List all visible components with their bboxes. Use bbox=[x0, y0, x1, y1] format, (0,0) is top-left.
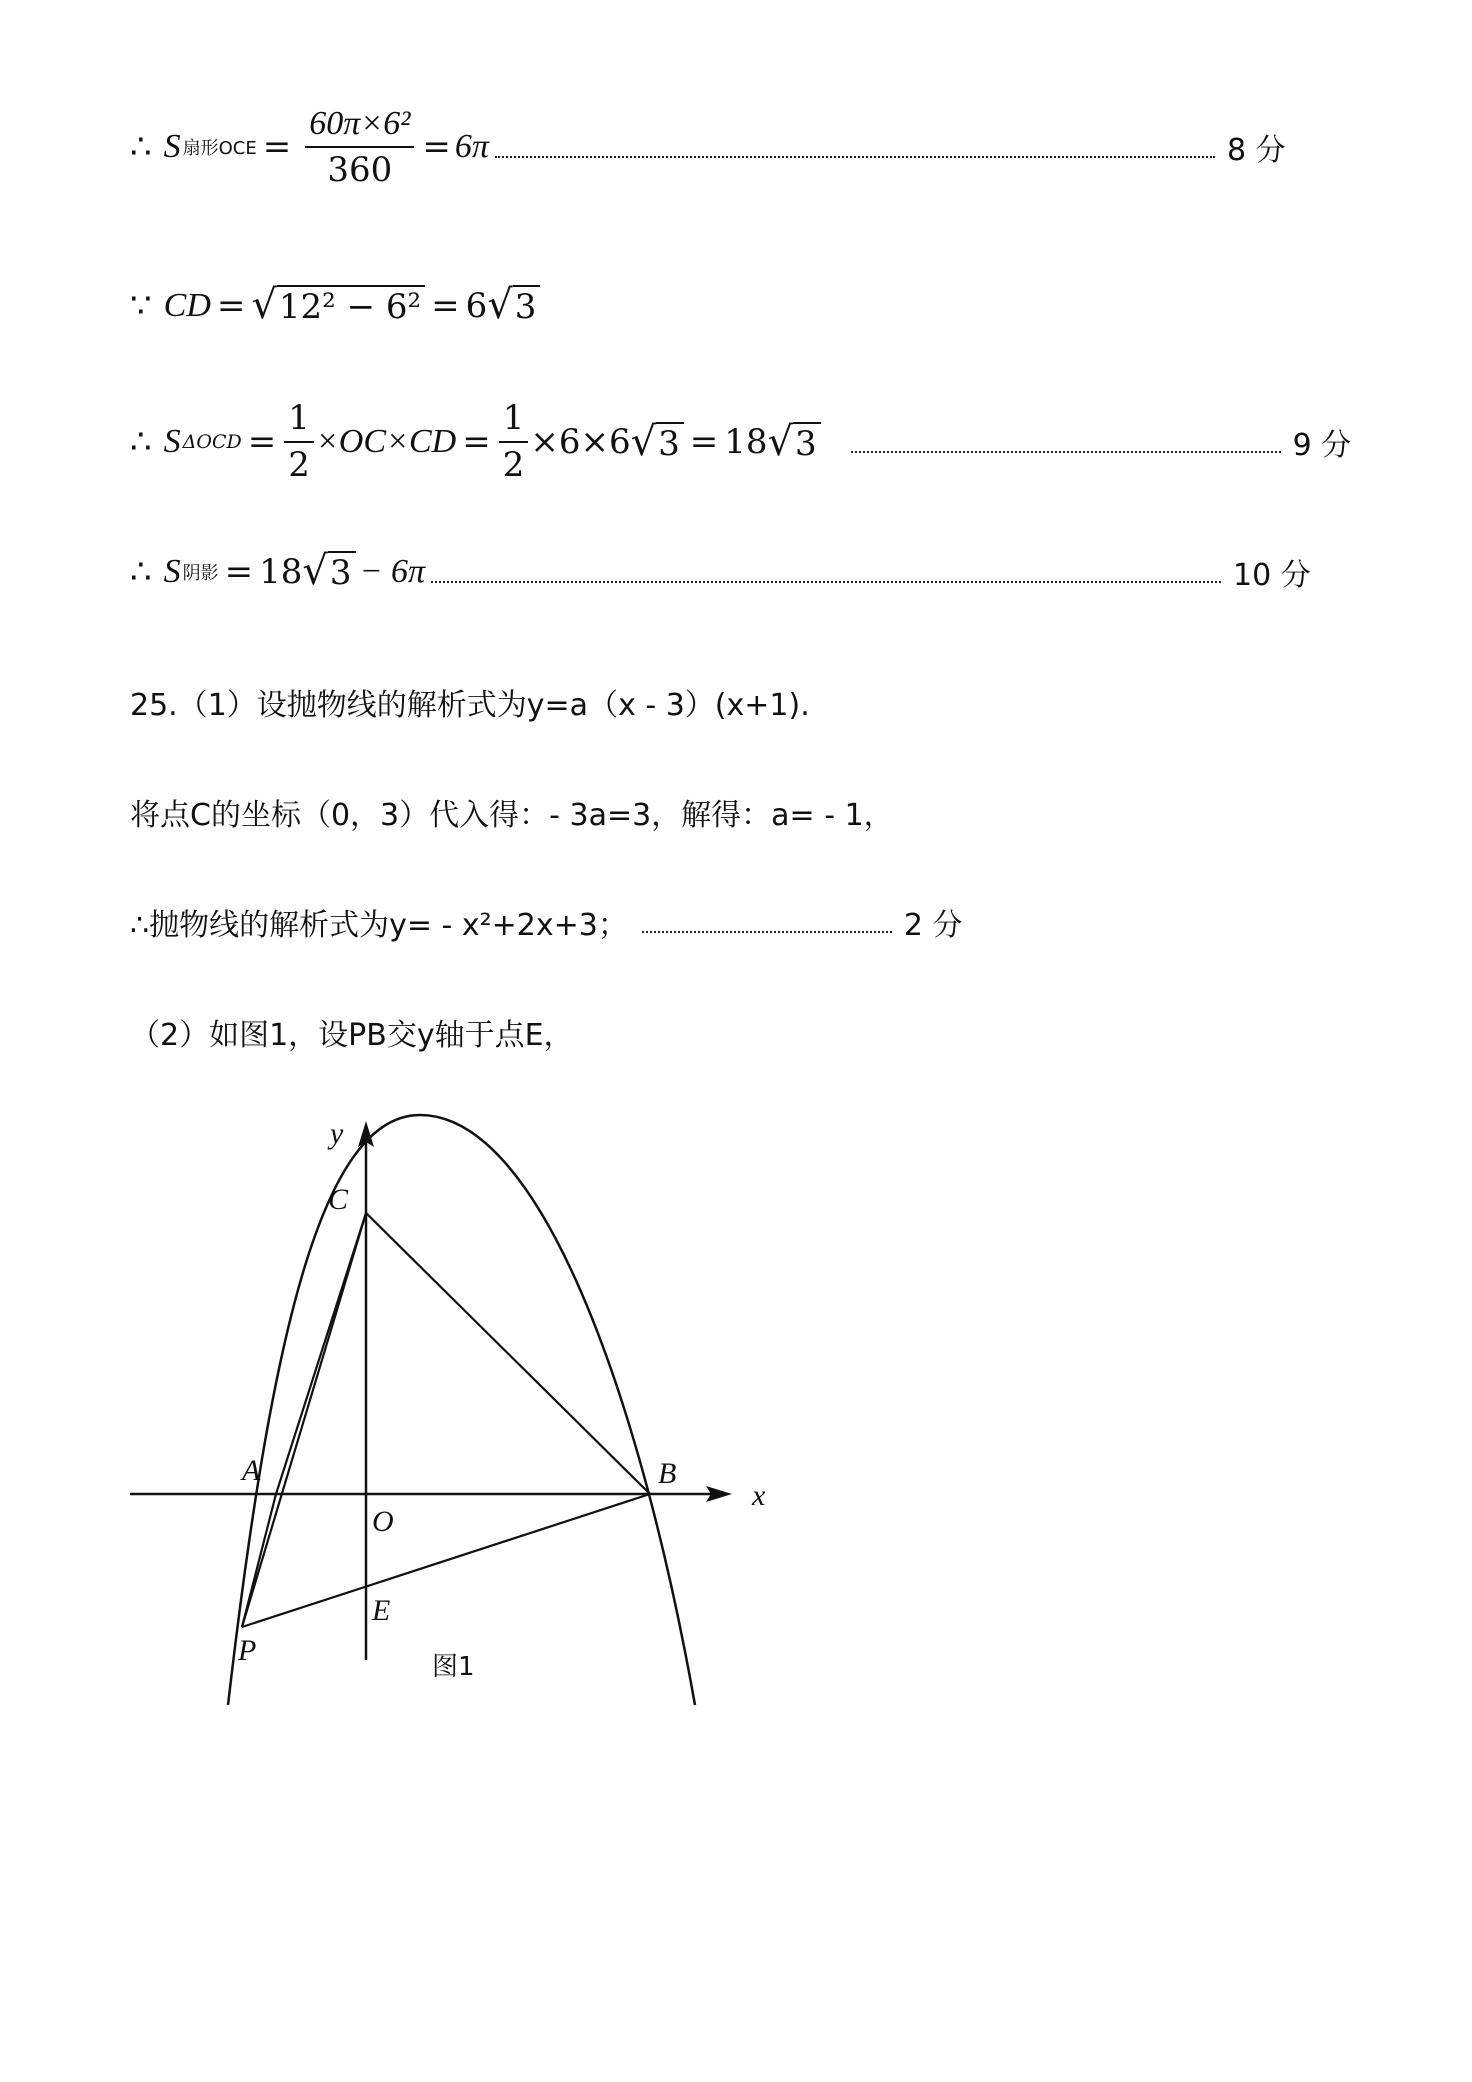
fraction-denominator: 2 bbox=[288, 445, 310, 486]
segment-cb bbox=[366, 1213, 650, 1494]
square-root bbox=[767, 418, 821, 465]
equals-sign: = bbox=[431, 285, 460, 326]
area-subscript: 阴影 bbox=[182, 563, 219, 584]
square-root bbox=[630, 418, 684, 465]
product-expression: ×6×6 bbox=[530, 422, 631, 463]
area-subscript: ΔOCD bbox=[182, 431, 242, 454]
area-symbol: S bbox=[163, 128, 181, 166]
segment-pc bbox=[242, 1213, 366, 1627]
coefficient: 6 bbox=[465, 285, 488, 326]
label-b: B bbox=[658, 1457, 677, 1490]
therefore-symbol: ∴ bbox=[130, 127, 152, 168]
product-expression: ×OC×CD bbox=[315, 423, 457, 461]
score-label: 2 分 bbox=[903, 908, 963, 943]
area-symbol: S bbox=[163, 553, 181, 590]
equals-sign: = bbox=[422, 127, 451, 168]
label-o: O bbox=[372, 1505, 394, 1538]
equals-sign: = bbox=[216, 285, 246, 326]
label-x: x bbox=[752, 1479, 766, 1512]
label-c: C bbox=[328, 1183, 349, 1216]
because-symbol: ∵ bbox=[130, 285, 152, 326]
therefore-symbol: ∴ bbox=[130, 422, 152, 463]
leader-dots bbox=[851, 451, 1281, 453]
equals-sign: = bbox=[224, 552, 254, 592]
equation-shaded-area bbox=[130, 550, 1360, 594]
leader-dots bbox=[495, 156, 1215, 158]
radicand: 3 bbox=[793, 422, 821, 463]
segment-ac bbox=[276, 1213, 366, 1494]
equals-sign: = bbox=[262, 127, 292, 168]
radical-sign: √ bbox=[251, 282, 277, 328]
fraction-numerator: 1 bbox=[499, 400, 529, 443]
radical-sign: √ bbox=[302, 548, 328, 595]
coefficient: 18 bbox=[259, 552, 303, 592]
equation-triangle-area bbox=[130, 400, 1360, 485]
label-a: A bbox=[242, 1454, 261, 1487]
area-subscript: 扇形OCE bbox=[182, 138, 257, 160]
remaining-term: − 6π bbox=[359, 553, 426, 590]
problem-25-part-2 bbox=[130, 1010, 574, 1054]
segment-cd: CD bbox=[163, 286, 211, 324]
radicand: 3 bbox=[328, 551, 356, 592]
radical-sign: √ bbox=[487, 282, 513, 328]
equals-sign: = bbox=[247, 422, 277, 463]
equation-sector-area bbox=[130, 105, 1360, 190]
label-p: P bbox=[238, 1634, 257, 1667]
fraction bbox=[284, 400, 314, 485]
square-root bbox=[251, 282, 425, 328]
fraction-numerator: 1 bbox=[284, 400, 314, 443]
parabola bbox=[228, 1115, 695, 1705]
therefore-symbol: ∴ bbox=[130, 552, 152, 592]
fraction bbox=[305, 105, 414, 190]
area-symbol: S bbox=[163, 423, 181, 461]
coefficient: 18 bbox=[724, 422, 768, 463]
fraction bbox=[499, 400, 529, 485]
label-y: y bbox=[330, 1117, 344, 1150]
score-label: 10 分 bbox=[1233, 558, 1311, 593]
result: 6π bbox=[454, 128, 489, 166]
figure-1 bbox=[120, 1095, 780, 1725]
equation-cd-length bbox=[130, 282, 540, 328]
radicand: 3 bbox=[513, 285, 541, 326]
segment-pb bbox=[242, 1494, 650, 1627]
fraction-denominator: 2 bbox=[502, 445, 525, 486]
label-e: E bbox=[372, 1594, 391, 1627]
square-root bbox=[487, 282, 540, 328]
solution-text: （2）如图1，设PB交y轴于点E， bbox=[130, 1018, 574, 1053]
radical-sign: √ bbox=[630, 418, 657, 465]
leader-dots bbox=[642, 931, 892, 933]
square-root bbox=[302, 548, 355, 595]
radicand: 3 bbox=[656, 422, 684, 463]
solution-text: ∴抛物线的解析式为y= - x²+2x+3； bbox=[130, 908, 628, 943]
equals-sign: = bbox=[689, 422, 719, 463]
fraction-denominator: 360 bbox=[327, 150, 393, 191]
radical-sign: √ bbox=[767, 418, 794, 465]
score-label: 8 分 bbox=[1226, 133, 1286, 169]
problem-25-part-1 bbox=[130, 680, 810, 724]
radicand: 12² − 6² bbox=[277, 285, 425, 326]
parabola-result bbox=[130, 900, 962, 944]
equals-sign: = bbox=[462, 422, 491, 463]
solution-text: 25.（1）设抛物线的解析式为y=a（x - 3）(x+1). bbox=[130, 688, 810, 723]
figure-caption: 图1 bbox=[432, 1652, 475, 1682]
substitution-step bbox=[130, 790, 894, 834]
leader-dots bbox=[431, 581, 1221, 583]
solution-text: 将点C的坐标（0，3）代入得：- 3a=3，解得：a= - 1， bbox=[130, 798, 894, 833]
score-label: 9 分 bbox=[1292, 428, 1352, 464]
fraction-numerator: 60π×6² bbox=[305, 105, 414, 148]
